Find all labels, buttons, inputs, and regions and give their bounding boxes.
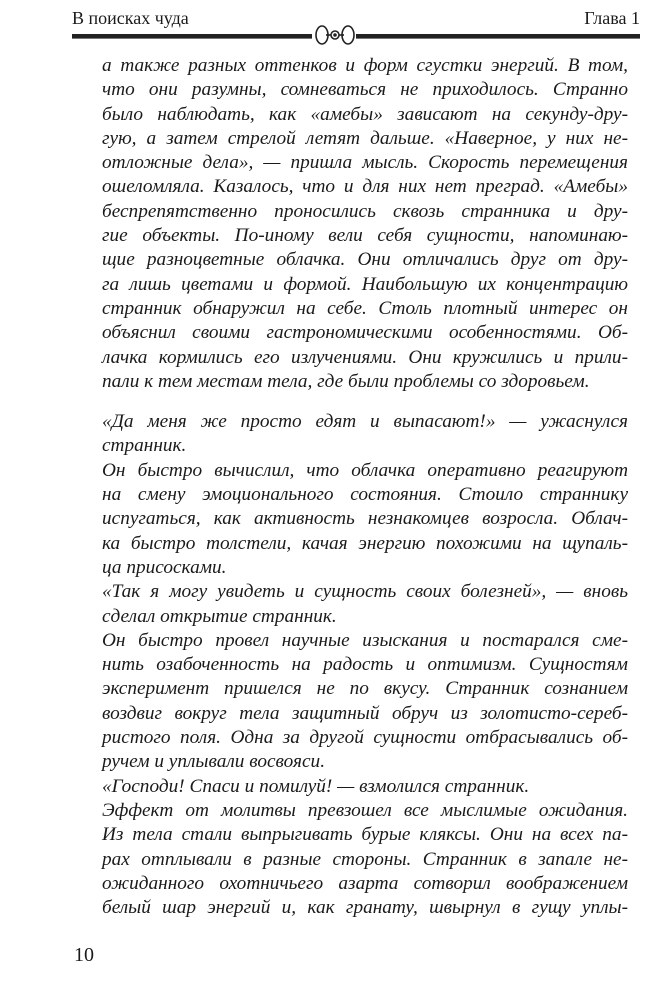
text-line: нить озабоченность на радость и оптимизм. Сущностям	[102, 654, 628, 676]
text-line: объяснил своими гастрономическими особенностями. Об-	[102, 322, 628, 344]
text-line: воздвиг вокруг тела защитный обруч из золотисто-сереб-	[102, 702, 628, 724]
text-line: гую, а затем стрелой летят дальше. «Наверное, у них не-	[102, 127, 628, 149]
page-number: 10	[74, 944, 94, 966]
text-line: отложные дела», — пришла мысль. Скорость перемещения	[102, 152, 628, 174]
text-line: ца присосками.	[102, 556, 227, 578]
paragraph-2	[102, 410, 628, 920]
text-line: белый шар энергий и, как гранату, швырнул в гущу уплы-	[102, 897, 628, 919]
text-line: а также разных оттенков и форм сгустки энергий. В том,	[102, 55, 628, 76]
vajra-ornament-icon	[314, 22, 356, 48]
text-line: что они разумны, сомневаться не приходилось. Странно	[102, 79, 628, 101]
text-line: странник обнаружил на себе. Столь плотный интерес он	[102, 297, 628, 319]
text-line: щие разноцветные облачка. Они отличались друг от дру-	[102, 249, 628, 271]
text-line: сделал открытие странник.	[102, 605, 337, 627]
body-text	[102, 54, 628, 920]
text-line: ошеломляла. Казалось, что и для них нет преград. «Амебы»	[102, 176, 628, 198]
text-line: рах отплывали в разные стороны. Странник в запале не-	[102, 848, 628, 870]
text-line: было наблюдать, как «амебы» зависают на секунду-дру-	[102, 103, 628, 125]
text-line: эксперимент пришелся не по вкусу. Странник сознанием	[102, 678, 628, 700]
text-line: ка быстро толстели, качая энергию похожими на щупаль-	[102, 532, 628, 554]
text-line: беспрепятственно проносились сквозь странника и дру-	[102, 200, 628, 222]
text-line: «Да меня же просто едят и выпасают!» — ужаснулся	[102, 411, 628, 433]
text-line: лачка кормились его излучениями. Они кружились и прили-	[102, 346, 628, 368]
text-line: «Господи! Спаси и помилуй! — взмолился странник.	[102, 775, 530, 797]
text-line: Он быстро вычислил, что облачка оперативно реагируют	[102, 459, 628, 481]
text-line: странник.	[102, 435, 187, 457]
text-line: на смену эмоционального состояния. Стоило страннику	[102, 484, 628, 506]
text-line: испугаться, как активность незнакомцев возросла. Облач-	[102, 508, 628, 530]
paragraph-1	[102, 54, 628, 394]
running-header-title: В поисках чуда	[72, 8, 189, 28]
text-line: ожиданного охотничьего азарта сотворил воображением	[102, 872, 628, 894]
text-line: ручем и уплывали восвояси.	[102, 751, 326, 773]
text-line: гие объекты. По-иному вели себя сущности, напоминаю-	[102, 225, 628, 247]
text-line: Эффект от молитвы превзошел все мыслимые ожидания.	[102, 799, 628, 821]
text-line: пали к тем местам тела, где были проблемы со здоровьем.	[102, 370, 590, 392]
header-rule-left	[72, 34, 312, 39]
text-line: Он быстро провел научные изыскания и постарался сме-	[102, 629, 628, 651]
text-line: Из тела стали выпрыгивать бурые кляксы. Они на всех па-	[102, 824, 628, 846]
text-line: га лишь цветами и формой. Наибольшую их концентрацию	[102, 273, 628, 295]
header-rule-right	[356, 34, 640, 39]
text-line: «Так я могу увидеть и сущность своих болезней», — вновь	[102, 581, 628, 603]
running-header-chapter: Глава 1	[584, 8, 640, 28]
text-line: ристого поля. Одна за другой сущности отбрасывались об-	[102, 727, 628, 749]
